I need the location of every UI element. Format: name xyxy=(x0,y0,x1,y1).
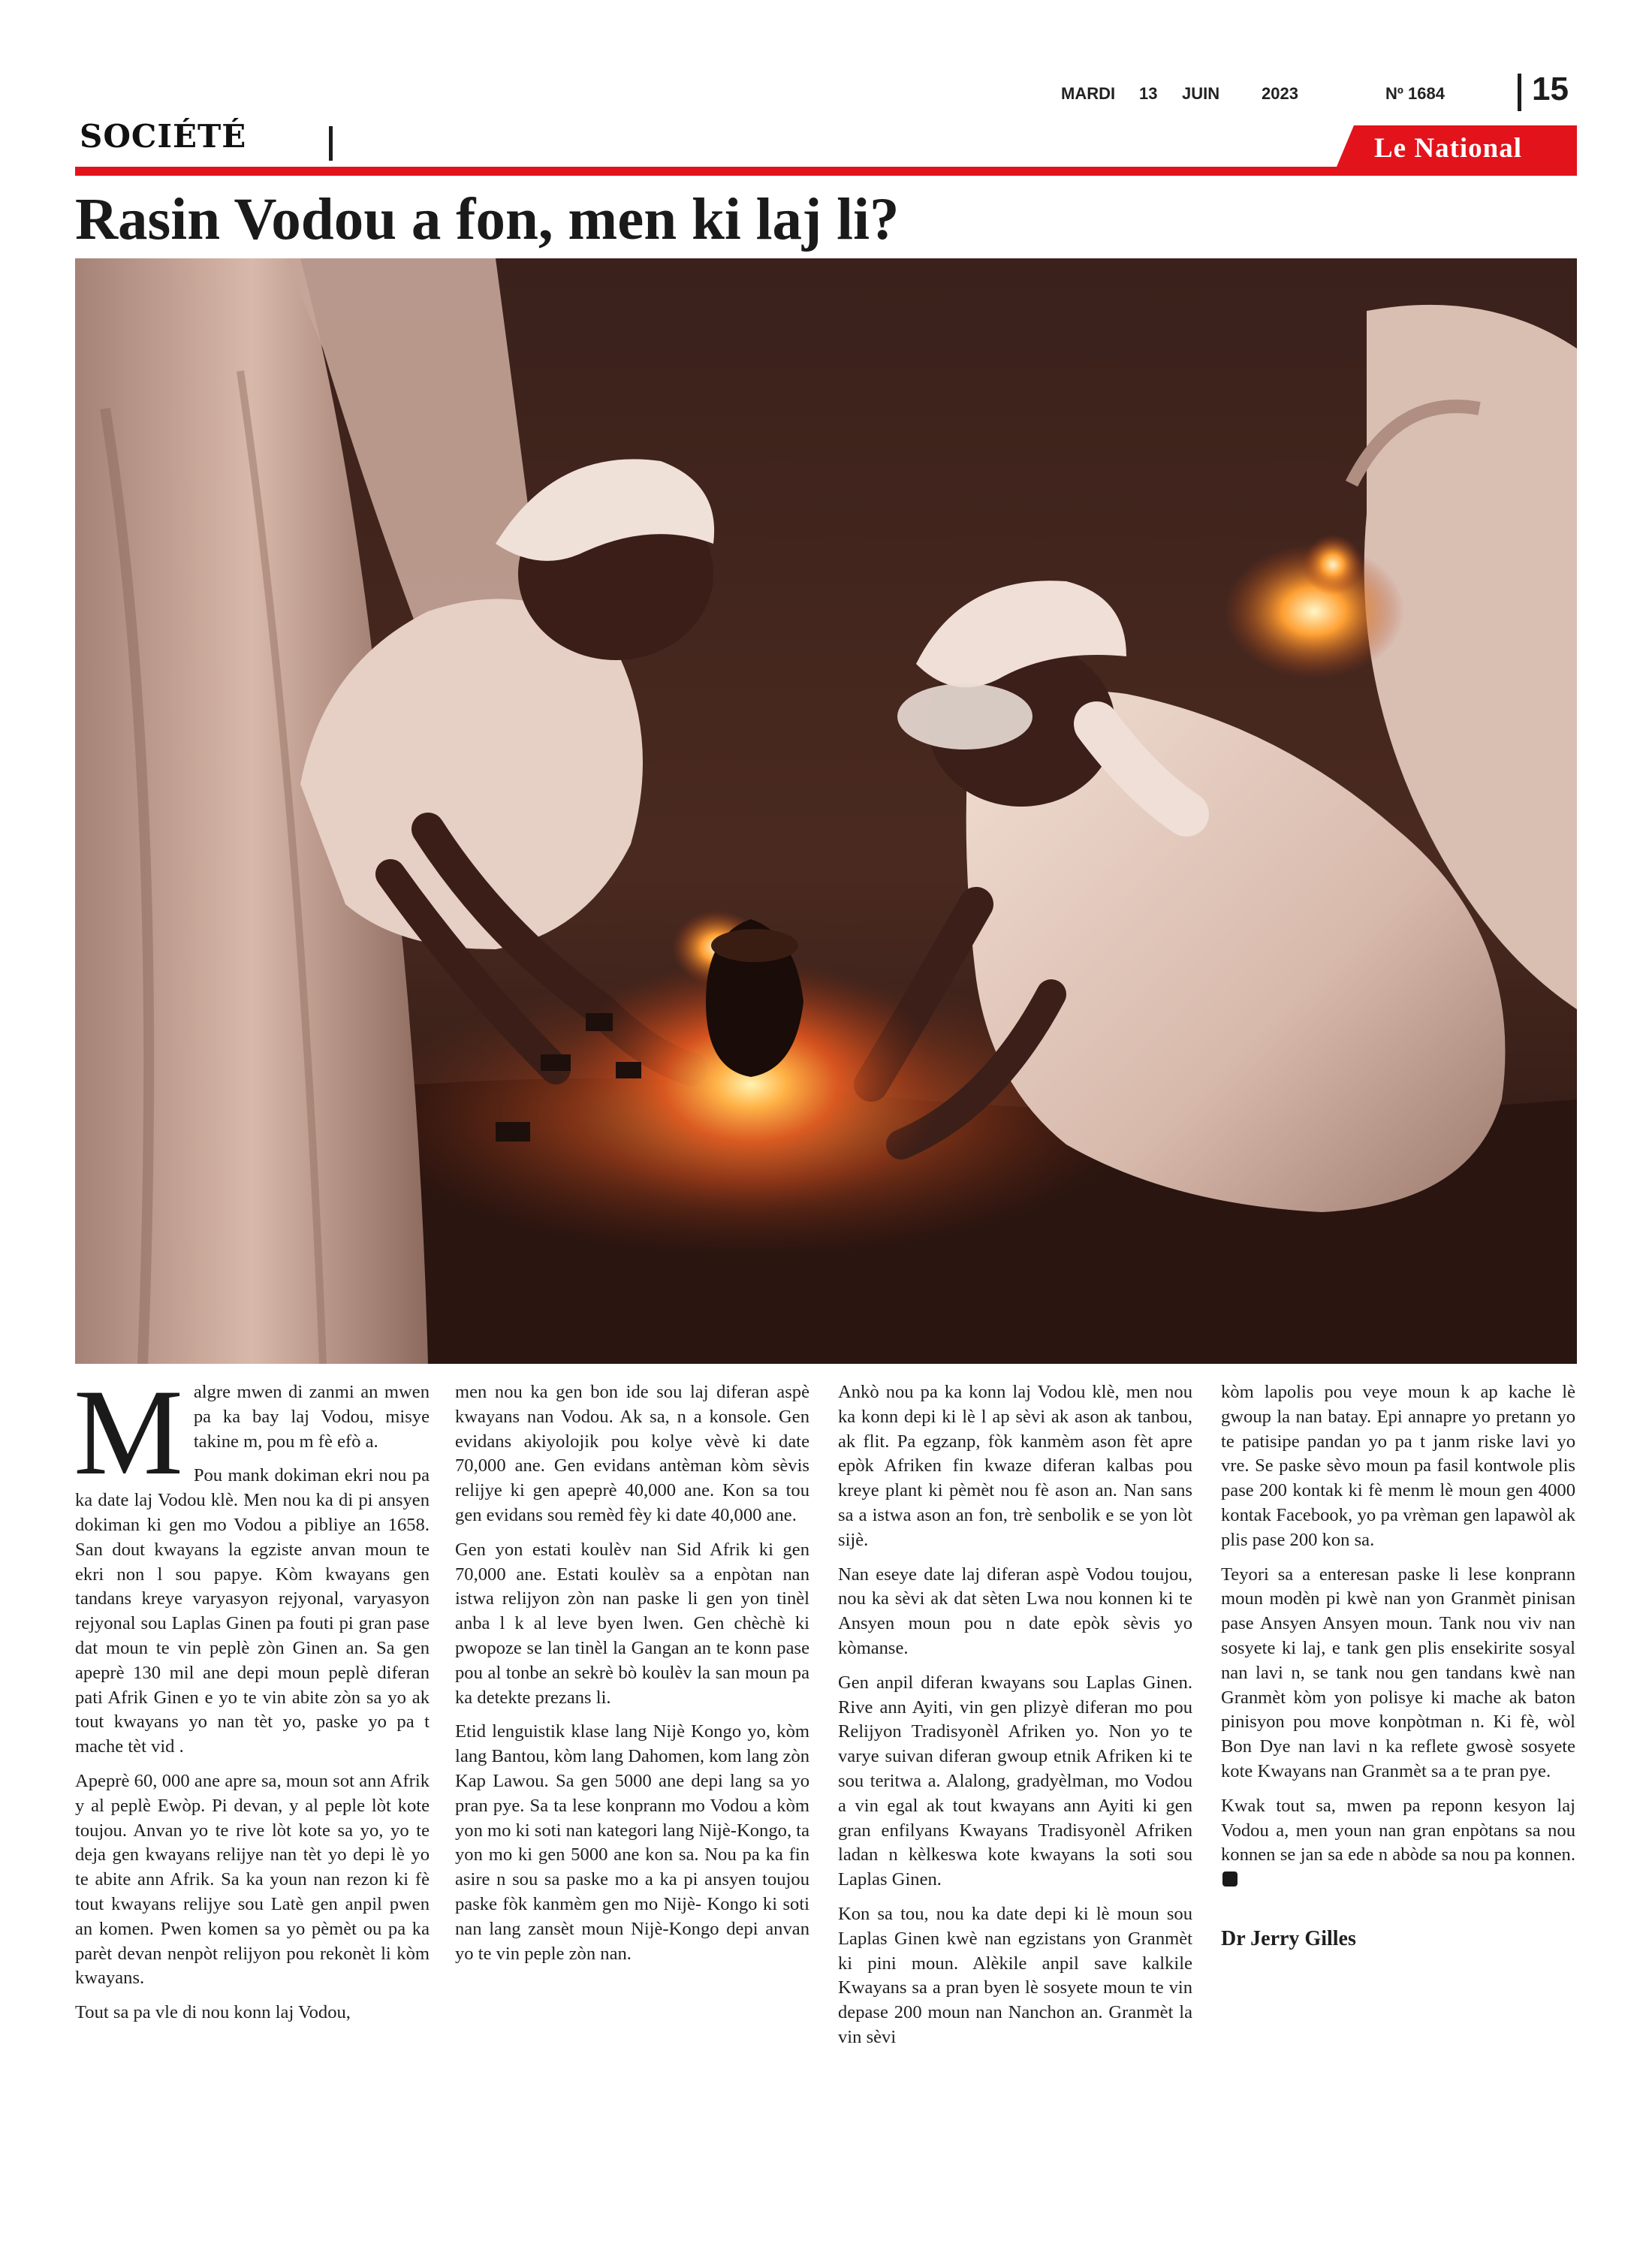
article-column-4 xyxy=(1221,1380,1575,1952)
paragraph-text: Kwak tout sa, mwen pa reponn kesyon laj Vodou a, men youn nan gran enpòtans sa nou konnen se jan sa ede n abòde sa nou pa konnen. xyxy=(1221,1795,1575,1865)
drop-cap: M xyxy=(74,1365,183,1500)
ceremony-photo-illustration xyxy=(75,258,1577,1364)
first-paragraph xyxy=(74,1365,430,1500)
paragraph: Etid lenguistik klase lang Nijè Kongo yo, kòm lang Bantou, kòm lang Dahomen, kom lang zòn Kap Lawou. Sa gen 5000 ane depi lang sa yo pran pye. Sa ta lese konprann mo Vodou a kòm yon mo ki soti nan kategori lang Nijè-Kongo, ta yon mo ki gen 5000 ane kon sa. Nou pa ka fin asire n sou sa paske mo a ka pi ansyen toujou paske fòk kanmèm gen mo Nijè- Kongo ki soti nan lang zansèt moun Nijè-Kongo depi anvan yo te vin peple zòn nan. xyxy=(455,1721,809,1964)
article-photo xyxy=(75,258,1577,1364)
header-day: MARDI xyxy=(1061,84,1116,103)
paragraph: kòm lapolis pou veye moun k ap kache lè gwoup la nan batay. Epi annapre yo pretann yo te patisipe pandan yo pa t janm riske lavi yo vre. Se paske sèvo moun pa fasil kontwole plis pase 200 kontak ki fè menm lè moun gen 4000 kontak Facebook, yo pa vrèman gen lapawòl ak plis pase 200 kon sa. xyxy=(1221,1382,1575,1550)
section-label: SOCIÉTÉ xyxy=(80,118,247,155)
header-rule xyxy=(75,167,1577,176)
header-year: 2023 xyxy=(1262,84,1298,103)
article-column-1 xyxy=(74,1365,430,2035)
article-headline: Rasin Vodou a fon, men ki laj li? xyxy=(75,187,900,252)
page-number: 15 xyxy=(1532,71,1569,107)
paragraph: men nou ka gen bon ide sou laj diferan aspè kwayans nan Vodou. Ak sa, n a konsole. Gen evidans akiyolojik pou kolye vèvè ki date 70,000 ane. Gen evidans antèman kòm sèvis relijye ki gen apeprè 40,000 ane. Kon sa tou gen evidans sou remèd fèy ki date 40,000 ane. xyxy=(455,1382,809,1525)
article-column-3 xyxy=(838,1380,1192,2060)
article-byline: Dr Jerry Gilles xyxy=(1221,1926,1356,1950)
paragraph: Gen anpil diferan kwayans sou Laplas Ginen. Rive ann Ayiti, vin gen plizyè diferan mo pou Relijyon Tradisyonèl Afriken yo. Non yo te varye suivan diferan gwoup etnik Afriken ki te sou teritwa a. Alalong, gradyèlman, mo Vodou a vin egal ak tout kwayans ann Ayiti ki gen gran enfilyans Kwayans Tradisyonèl Afriken ladan n kèlkeswa kote kwayans la soti sou Laplas Ginen. xyxy=(838,1672,1192,1890)
header-date: 13 xyxy=(1139,84,1158,103)
paragraph: Ankò nou pa ka konn laj Vodou klè, men nou ka konn depi ki lè l ap sèvi ak ason ak tanbou, ak flit. Pa egzanp, fòk kanmèm ason fèt apre epòk Afriken fin kwaze diferan kalbas pou kreye plant ki pèmèt nou fè ason an. Nan sans sa a istwa ason an fon, trè senbolik e se yon lòt sijè. xyxy=(838,1382,1192,1550)
header-month: JUIN xyxy=(1182,84,1220,103)
header-issue: Nº 1684 xyxy=(1385,84,1445,103)
paragraph: Kon sa tou, nou ka date depi ki lè moun sou Laplas Ginen kwè nan egzistans yon Granmèt ki pini moun. Alèkile anpil save kalkile Kwayans sa a pran byen lè sosyete moun te vin depase 200 moun nan Nanchon an. Granmèt la vin sèvi xyxy=(838,1903,1192,2047)
last-paragraph xyxy=(1221,1794,1575,1893)
header-divider xyxy=(1518,74,1521,111)
article-column-2 xyxy=(455,1380,809,1976)
paragraph: Apeprè 60, 000 ane apre sa, moun sot ann Afrik y al peplè Ewòp. Pi devan, y al peple lòt kote toujou. Anvan yo te rive lòt kote sa yo, yo te deja gen kwayans relijye nan tèt yo depi lè yo te abite ann Afrik. Sa ka youn nan rezon ki fè tout kwayans relijye sou Latè gen anpil pwen an komen. Pwen komen sa yo pèmèt ou pa ka parèt devan nenpòt relijyon pou rekonèt li kòm kwayans. xyxy=(75,1770,430,1989)
brand-name: Le National xyxy=(1374,133,1523,164)
paragraph: Gen yon estati koulèv nan Sid Afrik ki gen 70,000 ane. Estati koulèv sa a enpòtan nan istwa relijyon zòn nan paske li gen yon tinèl anba l k al leve byen lwen. Gen chèchè ki pwopoze se lan tinèl la Gangan an te konn pase pou al tonbe an sekrè bò koulèv la san moun pa ka detekte prezans li. xyxy=(455,1539,809,1708)
paragraph: Teyori sa a enteresan paske li lese konprann moun modèn pi kwè nan yon Granmèt pinisan pase Ansyen Ansyen moun. Tank nou viv nan sosyete ki laj, e tank gen plis ensekirite sosyal nan lavi n, se tank nou gen tandans kwè nan Granmèt kòm yon polisye ki mache ak baton pinisyon pou move konpòtman n. Ki fè, wòl Bon Dye nan lavi n ka reflete gwosè sosyete kote Kwayans nan Granmèt sa a te pran pye. xyxy=(1221,1564,1575,1781)
section-divider xyxy=(329,126,333,161)
paragraph-text: algre mwen di zanmi an mwen pa ka bay laj Vodou, misye takine m, pou m fè efò a. xyxy=(193,1382,430,1452)
paragraph: Pou mank dokiman ekri nou pa ka date laj Vodou klè. Men nou ka di pi ansyen dokiman ki gen mo Vodou a pibliye an 1658. San dout kwayans la egziste anvan moun te ekri non l sou papye. Kòm kwayans gen tandans kreye varyasyon rejyonal, varyasyon rejyonal sou Laplas Ginen pa fouti pi gran pase dat moun te vin peplè zòn Ginen an. Sa gen apeprè 130 mil ane depi moun peplè diferan pati Afrik Ginen e yo te vin abite zòn sa yo ak tout kwayans yo nan tèt yo, paske yo pa t mache tèt vid . xyxy=(75,1465,430,1757)
paragraph: Nan eseye date laj diferan aspè Vodou toujou, nou ka sèvi ak dat sèten Lwa nou konnen ki te Ansyen moun pou n date epòk sèvis yo kòmanse. xyxy=(838,1564,1192,1658)
paragraph: Tout sa pa vle di nou konn laj Vodou, xyxy=(75,2002,351,2023)
end-mark-icon xyxy=(1222,1871,1237,1887)
